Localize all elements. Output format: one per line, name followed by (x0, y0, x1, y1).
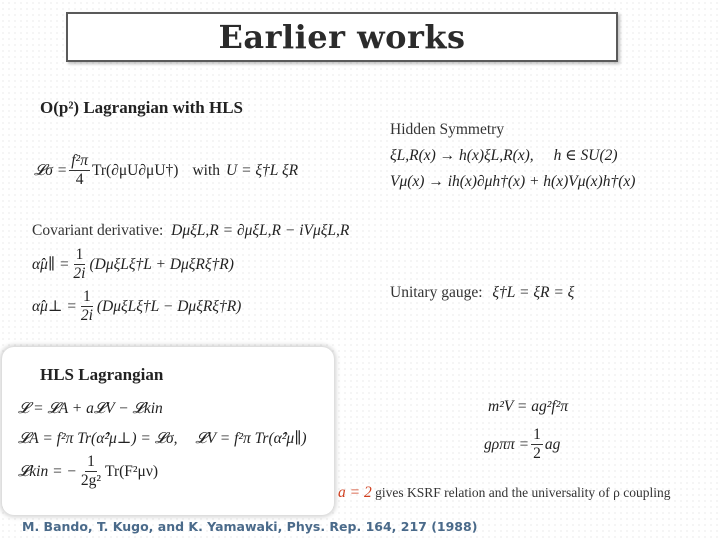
hidden-symmetry-line1 (390, 146, 618, 165)
rho-coupling-lhs: gρππ = (484, 435, 530, 453)
unitary-gauge (390, 284, 574, 302)
rho-coupling-rhs: ag (544, 435, 561, 453)
rho-coupling-frac (531, 426, 543, 463)
sigma-coef-num: f²π (71, 152, 88, 169)
rho-coupling-den: 2 (533, 445, 541, 462)
unitary-expr: ξ†L = ξR = ξ (492, 284, 575, 301)
hls-line3 (18, 453, 158, 490)
ksrf-statement (338, 484, 671, 502)
hidden-symmetry-heading: Hidden Symmetry (390, 121, 505, 138)
sigma-coef-den: 4 (75, 171, 84, 188)
hidden-symmetry-group: h ∈ SU(2) (553, 147, 618, 164)
alpha-perp-num: 1 (82, 288, 91, 305)
alpha-par-num: 1 (75, 246, 84, 263)
alpha-perp-frac (79, 288, 95, 325)
alpha-par-den: 2i (73, 265, 86, 282)
sigma-lhs: 𝓛σ = (34, 161, 68, 179)
covariant-expr: DμξL,R = ∂μξL,R − iVμξL,R (171, 222, 350, 239)
sigma-with: with (192, 161, 221, 179)
hls-line1: 𝓛 = 𝓛A + a𝓛V − 𝓛kin (18, 400, 163, 417)
sigma-lagrangian (34, 152, 298, 189)
hls-line2-left: 𝓛A = f²π Tr(α̂²μ⊥) = 𝓛σ, (18, 430, 178, 447)
alpha-par-rhs: (DμξLξ†L + DμξRξ†R) (89, 255, 234, 273)
unitary-label: Unitary gauge: (390, 284, 483, 301)
hls-lagrangian-box (2, 347, 334, 515)
sigma-coefficient (69, 152, 90, 189)
vector-mass: m²V = ag²f²π (488, 398, 569, 415)
rho-coupling (484, 426, 560, 463)
hls-line3-num: 1 (87, 453, 95, 470)
hidden-symmetry-line2: Vμ(x) → ih(x)∂μh†(x) + h(x)Vμ(x)h†(x) (390, 173, 636, 190)
alpha-parallel (32, 246, 234, 283)
covariant-derivative (32, 222, 349, 240)
covariant-label: Covariant derivative: (32, 222, 164, 239)
hls-line3-lhs: 𝓛kin = − (18, 462, 77, 480)
hls-line3-frac (79, 453, 103, 490)
alpha-par-frac (71, 246, 87, 283)
hls-heading: HLS Lagrangian (40, 365, 164, 384)
rho-coupling-num: 1 (533, 426, 541, 443)
alpha-perp (32, 288, 241, 325)
hls-line3-rhs: Tr(F²μν) (105, 462, 159, 480)
hls-line3-den: 2g² (80, 472, 102, 489)
lagrangian-heading: O(p²) Lagrangian with HLS (40, 98, 243, 117)
sigma-trace: Tr(∂μU∂μU†) (91, 161, 179, 179)
title-box (66, 12, 618, 62)
alpha-perp-lhs: α̂μ⊥ = (32, 298, 77, 315)
sigma-u-def: U = ξ†L ξR (226, 161, 299, 179)
hls-line2-right: 𝓛V = f²π Tr(α̂²μ∥) (195, 430, 307, 447)
citation: M. Bando, T. Kugo, and K. Yamawaki, Phys. Rep. 164, 217 (1988) (22, 519, 478, 534)
slide-title: Earlier works (218, 18, 466, 56)
alpha-perp-rhs: (DμξLξ†L − DμξRξ†R) (96, 297, 242, 315)
ksrf-highlight: a = 2 (338, 484, 372, 501)
alpha-perp-den: 2i (80, 307, 93, 324)
ksrf-text: gives KSRF relation and the universality of ρ coupling (375, 485, 671, 500)
alpha-par-lhs: α̂μ∥ = (32, 256, 70, 273)
hidden-symmetry-transform: ξL,R(x) → h(x)ξL,R(x), (390, 147, 534, 164)
hls-line2 (18, 429, 307, 448)
